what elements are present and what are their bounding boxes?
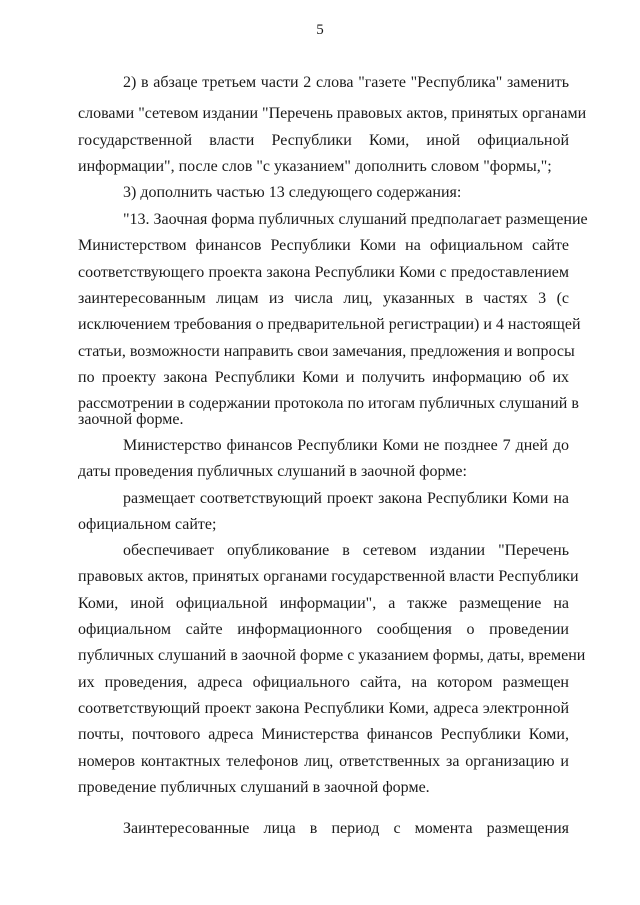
text-line: 2) в абзаце третьем части 2 слова "газете "Республика" заменить bbox=[123, 74, 569, 91]
text-line: размещает соответствующий проект закона Республики Коми на bbox=[123, 490, 569, 507]
text-line: соответствующего проекта закона Республики Коми с предоставлением bbox=[78, 264, 569, 281]
text-line: номеров контактных телефонов лиц, ответственных за организацию и bbox=[78, 753, 569, 770]
text-line: рассмотрении в содержании протокола по итогам публичных слушаний в bbox=[78, 395, 579, 412]
text-line: заочной форме. bbox=[78, 411, 184, 428]
text-line: даты проведения публичных слушаний в заочной форме: bbox=[78, 463, 467, 480]
text-line: 3) дополнить частью 13 следующего содержания: bbox=[123, 184, 462, 201]
text-line: почты, почтового адреса Министерства финансов Республики Коми, bbox=[78, 726, 569, 743]
text-line: Министерством финансов Республики Коми на официальном сайте bbox=[78, 237, 569, 254]
text-line: словами "сетевом издании "Перечень правовых актов, принятых органами bbox=[78, 105, 587, 122]
text-line: Заинтересованные лица в период с момента размещения bbox=[123, 820, 569, 837]
text-line: Коми, иной официальной информации", а также размещение на bbox=[78, 595, 569, 612]
text-line: Министерство финансов Республики Коми не позднее 7 дней до bbox=[123, 437, 569, 454]
text-line: по проекту закона Республики Коми и получить информацию об их bbox=[78, 369, 569, 386]
text-line: "13. Заочная форма публичных слушаний предполагает размещение bbox=[123, 211, 588, 228]
text-line: статьи, возможности направить свои замечания, предложения и вопросы bbox=[78, 343, 575, 360]
text-line: соответствующий проект закона Республики Коми, адреса электронной bbox=[78, 700, 569, 717]
text-line: информации", после слов "с указанием" дополнить словом "формы,"; bbox=[78, 158, 552, 175]
text-line: публичных слушаний в заочной форме с указанием формы, даты, времени bbox=[78, 647, 586, 664]
text-line: их проведения, адреса официального сайта, на котором размещен bbox=[78, 674, 569, 691]
text-line: проведение публичных слушаний в заочной форме. bbox=[78, 779, 430, 796]
text-line: правовых актов, принятых органами государственной власти Республики bbox=[78, 568, 579, 585]
page-number: 5 bbox=[316, 22, 324, 38]
text-line: официальном сайте информационного сообщения о проведении bbox=[78, 621, 569, 638]
text-line: заинтересованным лицам из числа лиц, указанных в частях 3 (с bbox=[78, 290, 569, 307]
text-line: обеспечивает опубликование в сетевом издании "Перечень bbox=[123, 542, 569, 559]
text-line: государственной власти Республики Коми, иной официальной bbox=[78, 132, 569, 149]
text-line: официальном сайте; bbox=[78, 516, 217, 533]
text-line: исключением требования о предварительной регистрации) и 4 настоящей bbox=[78, 316, 581, 333]
